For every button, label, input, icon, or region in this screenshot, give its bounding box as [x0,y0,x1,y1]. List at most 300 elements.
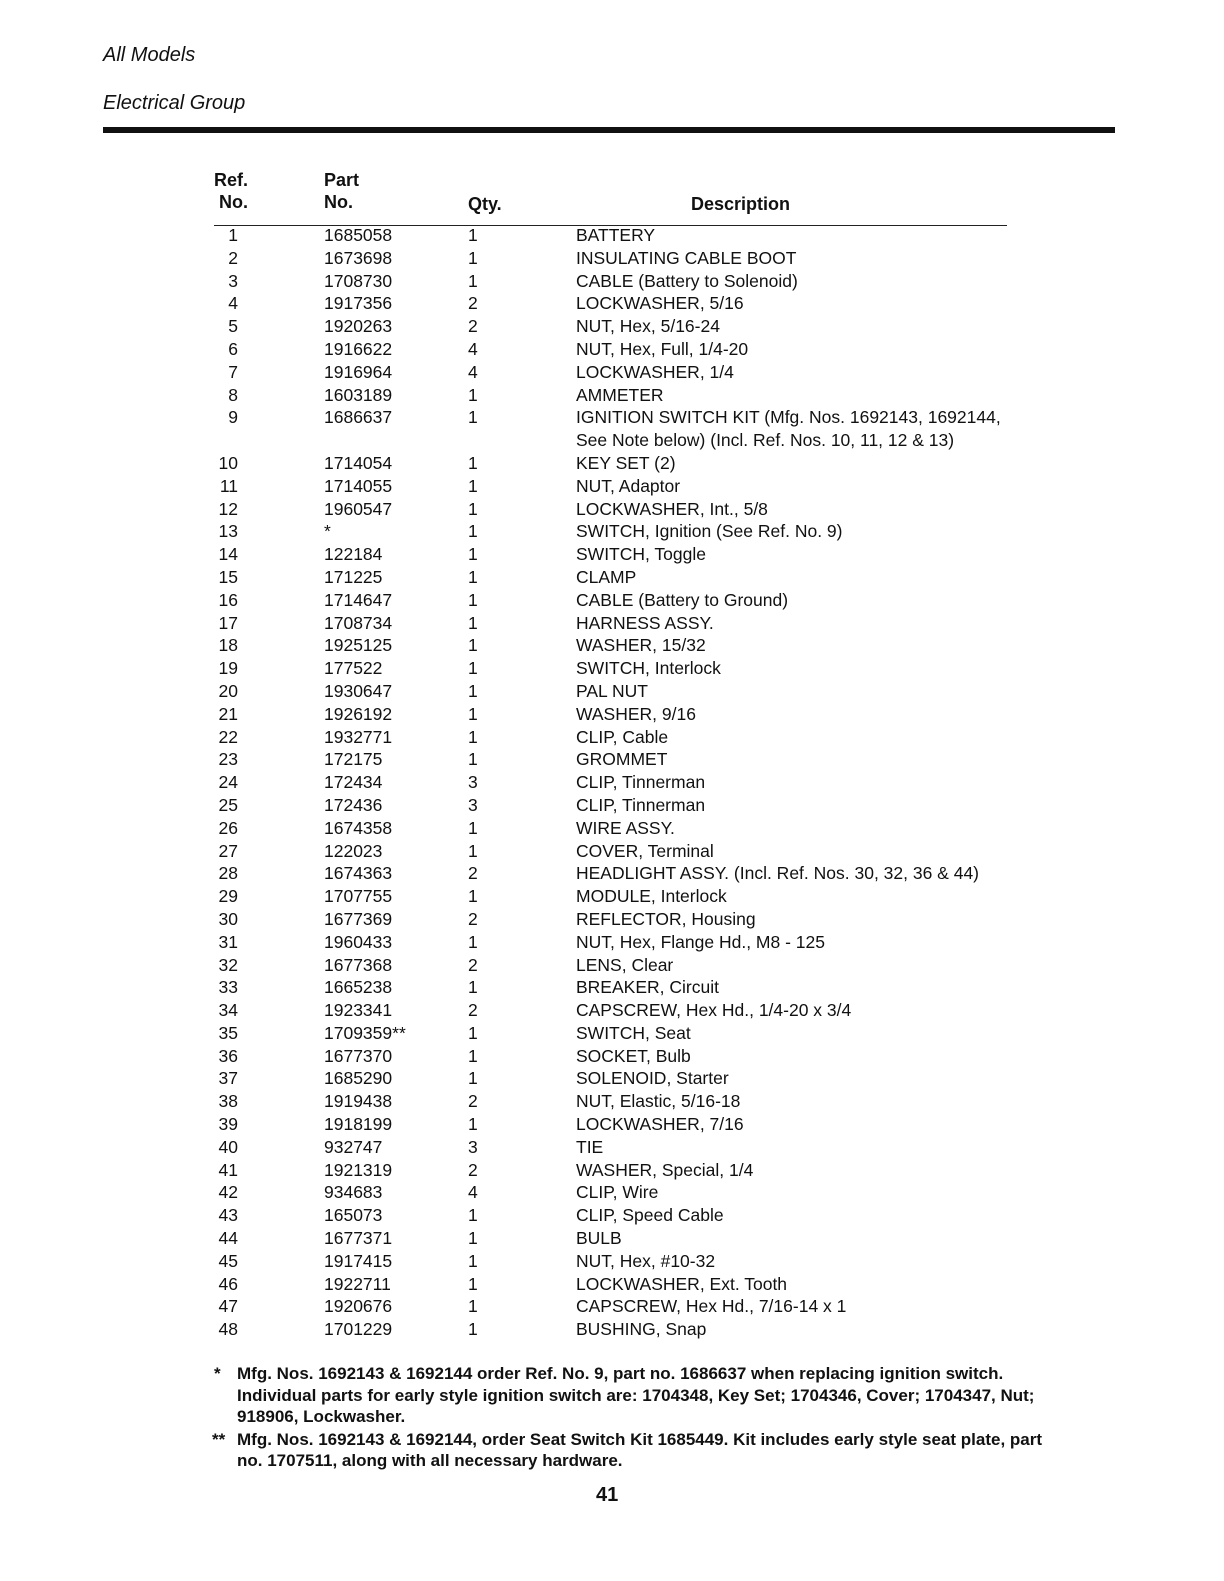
description-cell [576,1045,691,1068]
description-cell [576,748,667,771]
table-row [0,748,1224,771]
ref-cell: 37 [218,1068,238,1089]
description-line: SWITCH, Ignition (See Ref. No. 9) [576,521,843,542]
qty-cell: 4 [468,361,478,382]
description-cell [576,1090,740,1113]
part-number-cell: 1921319 [324,1159,393,1180]
description-line: CLIP, Cable [576,726,669,747]
qty-cell: 1 [468,475,478,496]
ref-cell: 24 [218,772,238,793]
ref-cell: 30 [218,908,238,929]
ref-cell: 15 [218,566,238,587]
part-number-cell: 172175 [324,749,383,770]
col-header-ref [214,169,248,213]
description-line: LOCKWASHER, 5/16 [576,293,744,314]
ref-cell: 40 [218,1136,238,1157]
qty-cell: 2 [468,1159,478,1180]
footnote-text: Mfg. Nos. 1692143 & 1692144 order Ref. No. 9, part no. 1686637 when replacing ignition switch. Individual parts for early style ignition switch are: 1704348, Key Set; 1704346, Cover; 1704347, Nut; 918906, Lockwasher. [237,1364,1035,1426]
description-line: CLIP, Tinnerman [576,772,706,793]
footnote-mark: * [214,1364,221,1383]
table-row [0,361,1224,384]
description-line: CABLE (Battery to Ground) [576,589,789,610]
ref-cell: 29 [218,886,238,907]
ref-cell: 27 [218,840,238,861]
ref-cell: 26 [218,817,238,838]
description-cell [576,817,675,840]
header-rule [103,127,1115,133]
description-line: SWITCH, Seat [576,1022,691,1043]
part-number-cell: 122184 [324,544,383,565]
ref-cell: 22 [218,726,238,747]
ref-cell: 1 [228,225,238,245]
table-row [0,589,1224,612]
description-line: CABLE (Battery to Solenoid) [576,270,798,291]
table-row [0,726,1224,749]
table-row [0,1181,1224,1204]
part-number-cell: 1714054 [324,452,393,473]
table-row [0,566,1224,589]
description-line: INSULATING CABLE BOOT [576,247,797,268]
ref-cell: 35 [218,1022,238,1043]
description-cell [576,384,664,407]
ref-cell: 42 [218,1182,238,1203]
table-row [0,1318,1224,1341]
description-cell [576,612,714,635]
qty-cell: 1 [468,498,478,519]
qty-cell: 1 [468,1296,478,1317]
table-row [0,634,1224,657]
part-number-cell: 1960433 [324,931,393,952]
part-number-cell: 122023 [324,840,383,861]
ref-cell: 2 [228,247,238,268]
model-heading: All Models [103,44,196,66]
qty-cell: 4 [468,338,478,359]
description-line: NUT, Hex, Flange Hd., M8 - 125 [576,931,825,952]
description-line: REFLECTOR, Housing [576,908,756,929]
table-row [0,954,1224,977]
description-cell [576,634,706,657]
part-number-cell: 1673698 [324,247,393,268]
table-row [0,520,1224,543]
ref-cell: 8 [228,384,238,405]
ref-cell: 32 [218,954,238,975]
qty-cell: 1 [468,1273,478,1294]
table-row [0,247,1224,270]
description-cell [576,680,648,703]
description-line: CLIP, Tinnerman [576,794,706,815]
description-cell [576,862,979,885]
description-line: HEADLIGHT ASSY. (Incl. Ref. Nos. 30, 32, 36 & 44) [576,863,980,884]
footnotes [214,1363,1064,1473]
table-row [0,703,1224,726]
description-cell [576,1022,691,1045]
description-line: CLIP, Wire [576,1182,659,1203]
ref-cell: 31 [218,931,238,952]
ref-cell: 7 [228,361,238,382]
table-row [0,224,1224,247]
description-line: WIRE ASSY. [576,817,675,838]
description-cell [576,1227,622,1250]
table-row [0,931,1224,954]
qty-cell: 1 [468,247,478,268]
qty-cell: 1 [468,1114,478,1135]
description-line: PAL NUT [576,680,648,701]
part-number-cell: 1916964 [324,361,393,382]
description-cell [576,885,727,908]
ref-cell: 44 [218,1228,238,1249]
table-row [0,1227,1224,1250]
table-row [0,680,1224,703]
qty-cell: 1 [468,384,478,405]
ref-cell: 21 [218,703,238,724]
ref-cell: 16 [218,589,238,610]
part-number-cell: 1677371 [324,1228,393,1249]
description-line: GROMMET [576,749,668,770]
ref-cell: 43 [218,1205,238,1226]
qty-cell: 1 [468,1250,478,1271]
qty-cell: 1 [468,612,478,633]
part-number-cell: 1674358 [324,817,393,838]
description-cell [576,589,788,612]
table-row [0,1022,1224,1045]
description-line: NUT, Hex, #10-32 [576,1250,716,1271]
table-row [0,1295,1224,1318]
description-cell [576,976,719,999]
description-cell [576,1273,787,1296]
qty-cell: 2 [468,1091,478,1112]
description-cell [576,406,1001,452]
table-row [0,840,1224,863]
description-line: LOCKWASHER, Int., 5/8 [576,498,768,519]
ref-cell: 5 [228,316,238,337]
description-line: NUT, Adaptor [576,475,681,496]
qty-cell: 1 [468,407,478,428]
qty-cell: 1 [468,589,478,610]
ref-cell: 39 [218,1114,238,1135]
qty-cell: 1 [468,1319,478,1340]
footnote-double-asterisk [214,1429,1064,1472]
description-line: BULB [576,1228,622,1249]
description-line: BUSHING, Snap [576,1319,707,1340]
part-number-cell: 1685058 [324,225,393,245]
description-cell [576,315,720,338]
description-cell [576,1181,658,1204]
col-header-part-line2: No. [324,192,353,212]
qty-cell: 2 [468,1000,478,1021]
description-line: HARNESS ASSY. [576,612,714,633]
qty-cell: 2 [468,316,478,337]
description-line: NUT, Elastic, 5/16-18 [576,1091,741,1112]
table-row [0,1204,1224,1227]
description-cell [576,475,680,498]
part-number-cell: 1922711 [324,1273,391,1294]
table-row [0,794,1224,817]
description-line: CAPSCREW, Hex Hd., 7/16-14 x 1 [576,1296,847,1317]
part-number-cell: 177522 [324,658,383,679]
table-row [0,976,1224,999]
qty-cell: 1 [468,1228,478,1249]
description-cell [576,338,748,361]
part-number-cell: 172434 [324,772,383,793]
qty-cell: 1 [468,521,478,542]
description-line-2: See Note below) (Incl. Ref. Nos. 10, 11, 12 & 13) [576,430,955,451]
ref-cell: 13 [218,521,238,542]
qty-cell: 3 [468,794,478,815]
description-cell [576,1159,753,1182]
description-line: SWITCH, Toggle [576,544,706,565]
ref-cell: 47 [218,1296,238,1317]
page-number: 41 [596,1484,619,1506]
footnote-text: Mfg. Nos. 1692143 & 1692144, order Seat Switch Kit 1685449. Kit includes early style seat plate, part no. 1707511, along with all necessary hardware. [237,1429,1043,1470]
qty-cell: 1 [468,977,478,998]
ref-cell: 17 [218,612,238,633]
part-number-cell: 1685290 [324,1068,393,1089]
ref-cell: 4 [228,293,238,314]
description-cell [576,908,756,931]
qty-cell: 2 [468,863,478,884]
qty-cell: 1 [468,658,478,679]
description-line: SOLENOID, Starter [576,1068,729,1089]
qty-cell: 1 [468,635,478,656]
qty-cell: 1 [468,225,478,245]
qty-cell: 1 [468,1045,478,1066]
description-cell [576,954,673,977]
description-cell [576,520,842,543]
table-row [0,1250,1224,1273]
table-row [0,498,1224,521]
table-row [0,292,1224,315]
part-number-cell: 1919438 [324,1091,393,1112]
part-number-cell: 165073 [324,1205,383,1226]
description-line: WASHER, Special, 1/4 [576,1159,754,1180]
description-line: KEY SET (2) [576,452,676,473]
table-row [0,338,1224,361]
ref-cell: 20 [218,680,238,701]
description-line: NUT, Hex, Full, 1/4-20 [576,338,749,359]
part-number-cell: 1916622 [324,338,393,359]
qty-cell: 1 [468,749,478,770]
description-line: LOCKWASHER, Ext. Tooth [576,1273,788,1294]
description-cell [576,361,734,384]
part-number-cell: 932747 [324,1136,383,1157]
part-number-cell: 1708730 [324,270,393,291]
part-number-cell: 1925125 [324,635,393,656]
part-number-cell: 1707755 [324,886,393,907]
part-number-cell: 1708734 [324,612,393,633]
table-row [0,543,1224,566]
table-row [0,999,1224,1022]
description-cell [576,1113,744,1136]
description-cell [576,794,705,817]
part-number-cell: 1686637 [324,407,393,428]
part-number-cell: 1709359** [324,1022,406,1043]
description-cell [576,224,655,247]
col-header-description: Description [691,194,791,214]
table-row [0,612,1224,635]
description-cell [576,657,721,680]
part-number-cell: 1926192 [324,703,393,724]
qty-cell: 1 [468,726,478,747]
qty-cell: 1 [468,931,478,952]
part-number-cell: 1917415 [324,1250,393,1271]
part-number-cell: 1677368 [324,954,393,975]
description-cell [576,1136,603,1159]
table-row [0,1273,1224,1296]
part-number-cell: 1714647 [324,589,393,610]
description-cell [576,931,825,954]
description-line: IGNITION SWITCH KIT (Mfg. Nos. 1692143, 1692144, [576,407,1001,428]
description-line: WASHER, 15/32 [576,635,706,656]
part-number-cell: 1603189 [324,384,393,405]
qty-cell: 1 [468,1068,478,1089]
table-row [0,406,1224,452]
qty-cell: 1 [468,1022,478,1043]
table-row [0,908,1224,931]
qty-cell: 1 [468,886,478,907]
part-number-cell: 1677370 [324,1045,393,1066]
description-cell [576,703,696,726]
ref-cell: 6 [228,338,238,359]
ref-cell: 10 [218,452,238,473]
qty-cell: 3 [468,772,478,793]
description-line: WASHER, 9/16 [576,703,696,724]
ref-cell: 19 [218,658,238,679]
table-row [0,1045,1224,1068]
description-cell [576,1318,706,1341]
ref-cell: 28 [218,863,238,884]
ref-cell: 23 [218,749,238,770]
qty-cell: 1 [468,680,478,701]
description-line: LOCKWASHER, 7/16 [576,1114,744,1135]
ref-cell: 12 [218,498,238,519]
description-cell [576,840,714,863]
part-number-cell: 1930647 [324,680,393,701]
col-header-qty: Qty. [468,194,502,214]
table-row [0,1090,1224,1113]
part-number-cell: 171225 [324,566,383,587]
part-number-cell: 1701229 [324,1319,393,1340]
description-cell [576,543,706,566]
ref-cell: 36 [218,1045,238,1066]
part-number-cell: 1674363 [324,863,393,884]
qty-cell: 2 [468,954,478,975]
description-cell [576,498,768,521]
table-row [0,1067,1224,1090]
table-row [0,475,1224,498]
ref-cell: 3 [228,270,238,291]
ref-cell: 46 [218,1273,238,1294]
footnote-single-asterisk [214,1363,1064,1428]
description-cell [576,292,744,315]
table-row [0,315,1224,338]
description-cell [576,1067,729,1090]
qty-cell: 4 [468,1182,478,1203]
part-number-cell: 1665238 [324,977,393,998]
table-row [0,1113,1224,1136]
ref-cell: 45 [218,1250,238,1271]
col-header-ref-line1: Ref. [214,170,249,190]
part-number-cell: 1920263 [324,316,393,337]
ref-cell: 41 [218,1159,238,1180]
description-line: CAPSCREW, Hex Hd., 1/4-20 x 3/4 [576,1000,852,1021]
part-number-cell: 934683 [324,1182,383,1203]
table-row [0,384,1224,407]
description-cell [576,1250,715,1273]
ref-cell: 25 [218,794,238,815]
part-number-cell: 1923341 [324,1000,393,1021]
ref-cell: 11 [219,475,238,496]
table-row [0,862,1224,885]
col-header-part-line1: Part [324,170,360,190]
description-cell [576,771,705,794]
part-number-cell: * [324,521,331,542]
qty-cell: 1 [468,703,478,724]
qty-cell: 1 [468,270,478,291]
ref-cell: 48 [218,1319,238,1340]
part-number-cell: 1960547 [324,498,393,519]
part-number-cell: 172436 [324,794,383,815]
description-line: SOCKET, Bulb [576,1045,691,1066]
description-cell [576,566,636,589]
ref-cell: 14 [218,544,238,565]
ref-cell: 38 [218,1091,238,1112]
description-line: LENS, Clear [576,954,674,975]
table-row [0,817,1224,840]
description-line: BATTERY [576,225,656,245]
qty-cell: 2 [468,908,478,929]
table-row [0,1136,1224,1159]
description-line: BREAKER, Circuit [576,977,719,998]
description-cell [576,247,796,270]
description-line: NUT, Hex, 5/16-24 [576,316,720,337]
qty-cell: 1 [468,452,478,473]
description-line: CLIP, Speed Cable [576,1205,724,1226]
description-line: LOCKWASHER, 1/4 [576,361,734,382]
group-heading: Electrical Group [103,92,246,114]
qty-cell: 3 [468,1136,478,1157]
description-line: CLAMP [576,566,637,587]
description-cell [576,726,668,749]
description-cell [576,999,851,1022]
description-line: MODULE, Interlock [576,886,727,907]
ref-cell: 34 [218,1000,238,1021]
part-number-cell: 1920676 [324,1296,393,1317]
description-line: COVER, Terminal [576,840,714,861]
part-number-cell: 1918199 [324,1114,393,1135]
part-number-cell: 1677369 [324,908,393,929]
description-cell [576,1295,846,1318]
ref-cell: 18 [218,635,238,656]
description-cell [576,1204,724,1227]
part-number-cell: 1917356 [324,293,393,314]
table-row [0,771,1224,794]
qty-cell: 2 [468,293,478,314]
qty-cell: 1 [468,817,478,838]
description-cell [576,270,798,293]
table-row [0,885,1224,908]
description-cell [576,452,676,475]
qty-cell: 1 [468,1205,478,1226]
qty-cell: 1 [468,544,478,565]
table-row [0,1159,1224,1182]
parts-table [0,224,1224,1341]
col-header-part [324,169,359,213]
description-line: SWITCH, Interlock [576,658,721,679]
ref-cell: 9 [228,407,238,428]
ref-cell: 33 [218,977,238,998]
table-row [0,452,1224,475]
qty-cell: 1 [468,840,478,861]
